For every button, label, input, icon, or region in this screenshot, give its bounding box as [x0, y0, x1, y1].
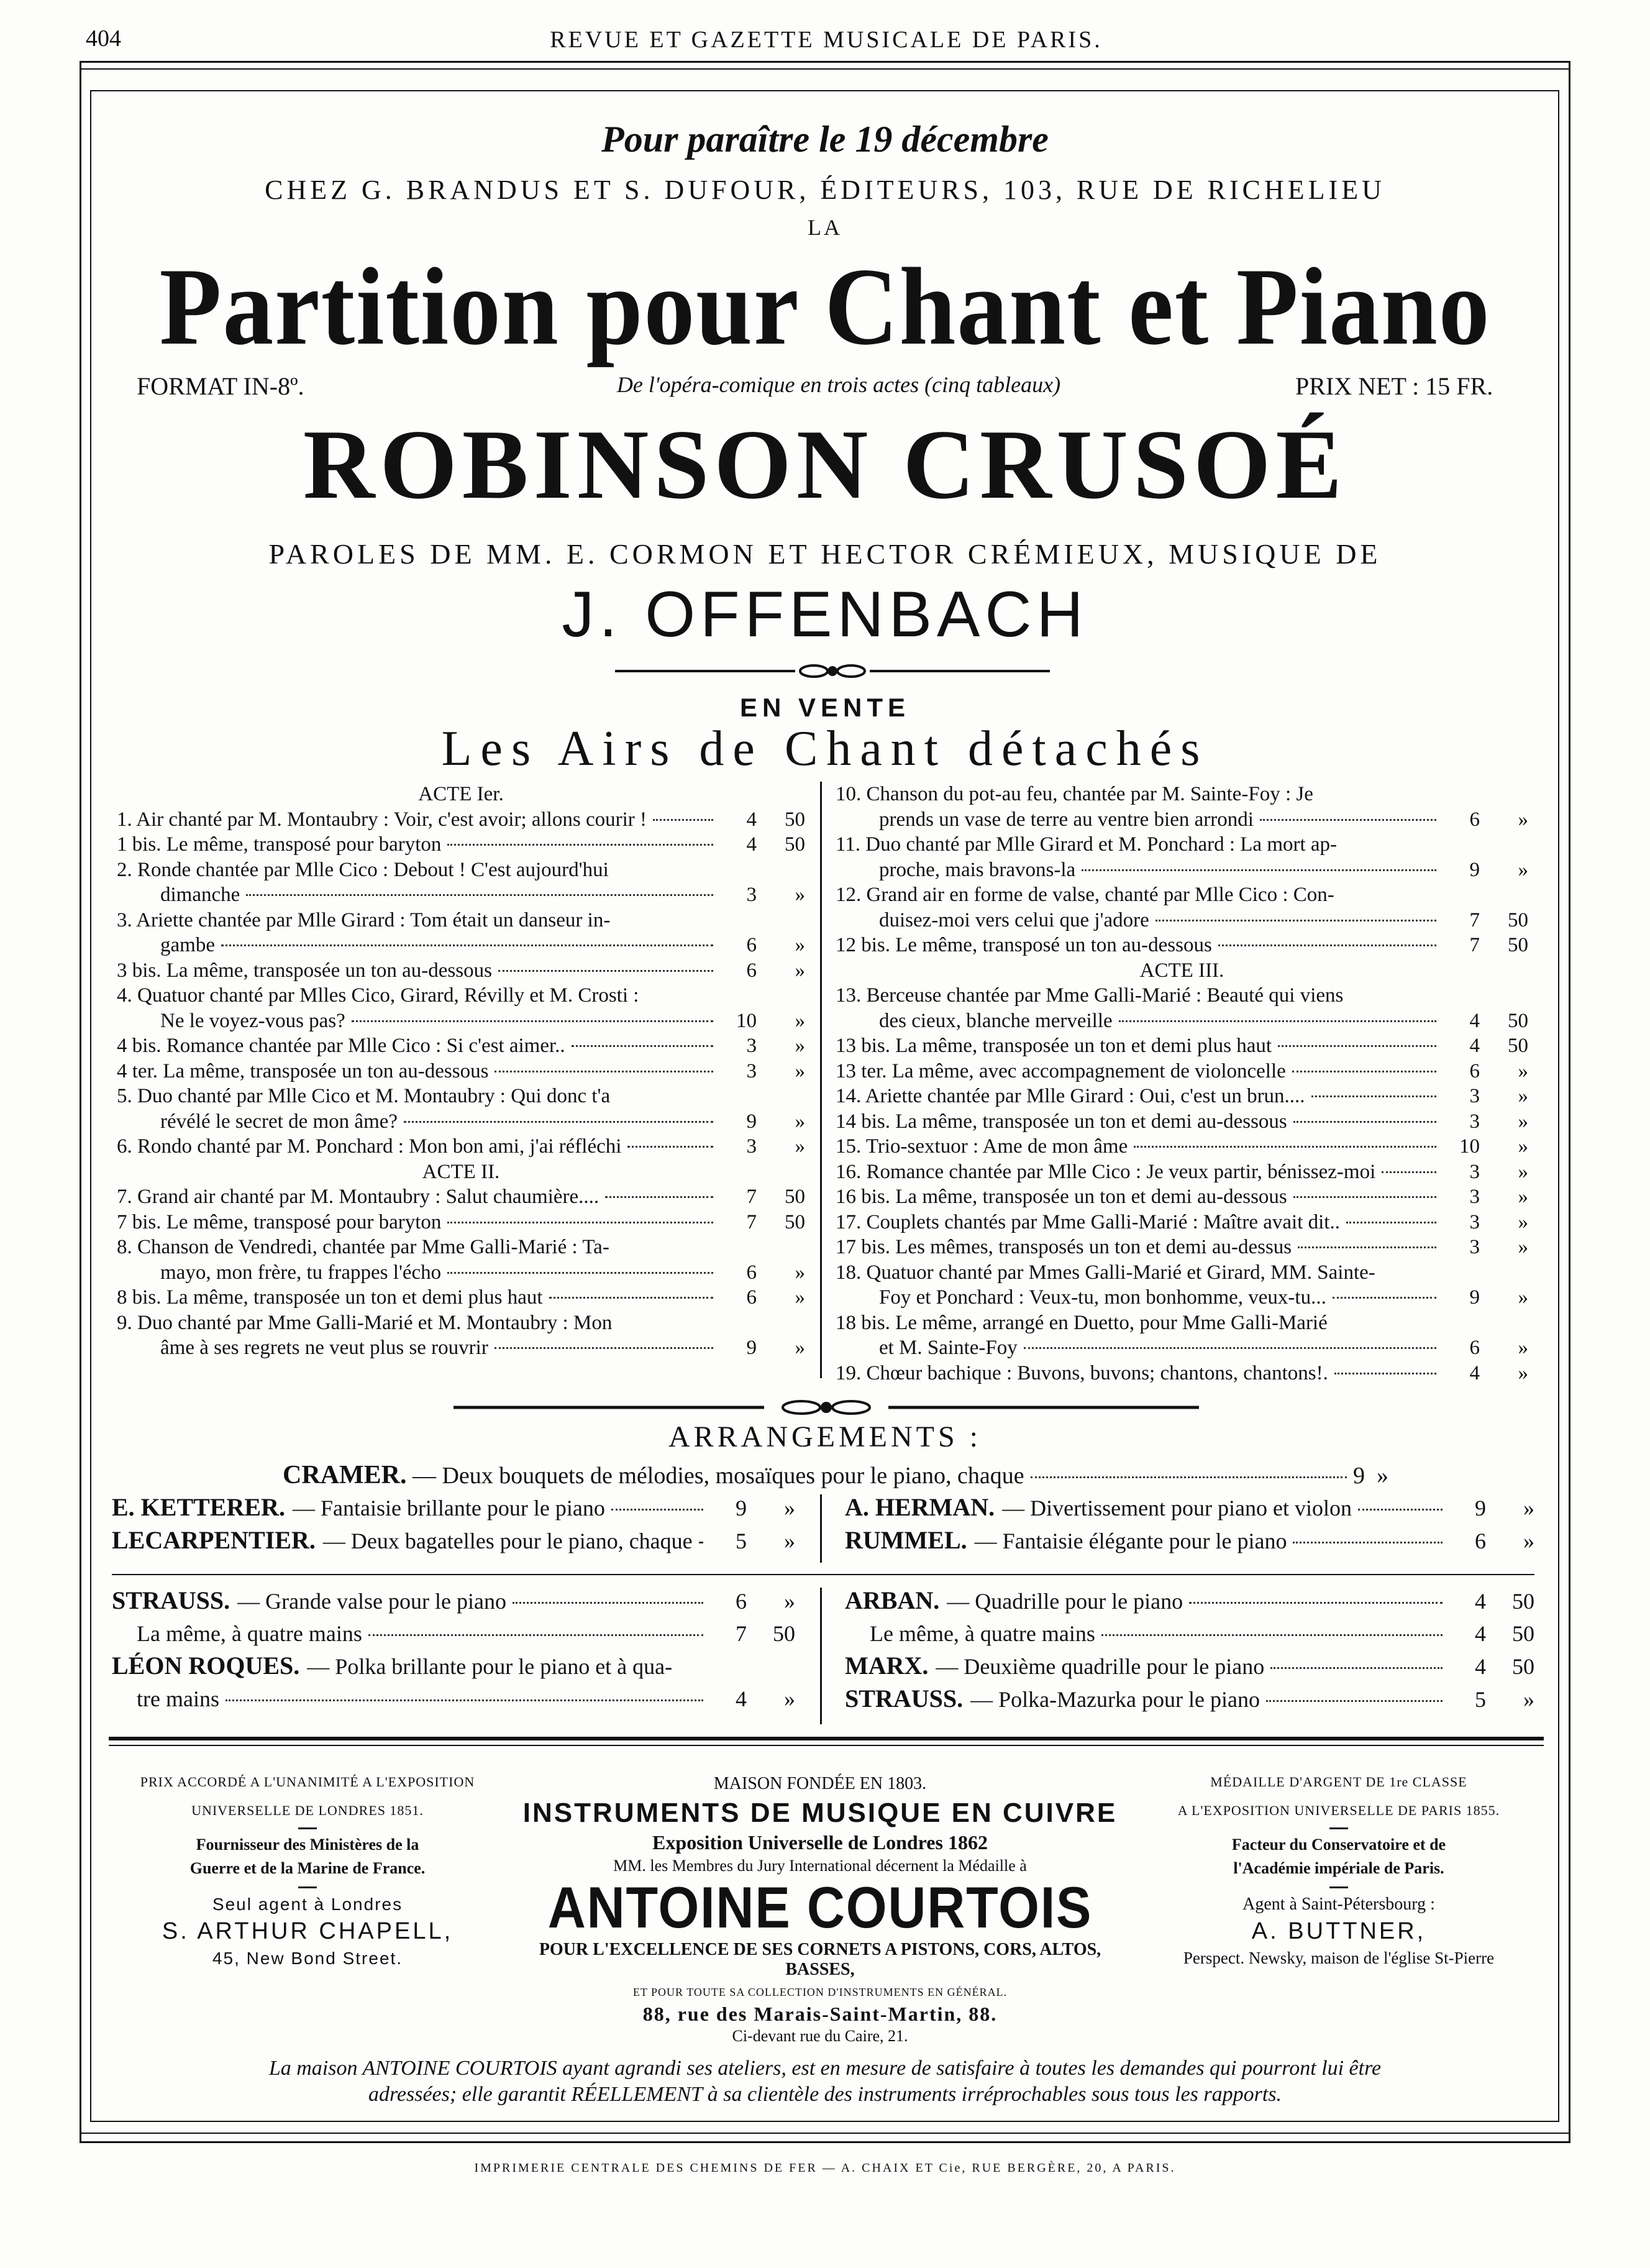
list-item	[836, 1184, 1528, 1210]
center-line-7: ET POUR TOUTE SA COLLECTION D'INSTRUMENTS EN GÉNÉRAL.	[632, 1986, 1008, 1998]
courtois-left	[115, 1774, 500, 1968]
price-cents: 50	[785, 808, 805, 831]
list-item	[836, 1059, 1528, 1084]
section-rule-heavy	[109, 1737, 1544, 1740]
arrangement-row	[112, 1683, 795, 1715]
price-cents: »	[795, 1009, 805, 1032]
right-line-7: Perspect. Newsky, maison de l'église St-Pierre	[1183, 1949, 1495, 1967]
price-cents: »	[1518, 1210, 1528, 1233]
arrangement-text: — Deuxième quadrille pour le piano	[936, 1654, 1265, 1679]
price-francs: 6	[1475, 1529, 1486, 1553]
left-line-1: PRIX ACCORDÉ A L'UNANIMITÉ A L'EXPOSITION	[140, 1774, 475, 1790]
acte-heading: ACTE III.	[1139, 959, 1224, 982]
list-item	[117, 1059, 805, 1084]
price-cents: »	[1518, 1286, 1528, 1309]
price-francs: 7	[736, 1621, 747, 1646]
arrangement-text: La même, à quatre mains	[137, 1621, 362, 1646]
item-text: des cieux, blanche merveille	[879, 1009, 1113, 1032]
price-cents: »	[1518, 1361, 1528, 1384]
center-line-3: Exposition Universelle de Londres 1862	[652, 1831, 988, 1854]
item-text: 7 bis. Le même, transposé pour baryton	[117, 1210, 442, 1233]
price-francs: 3	[746, 1135, 757, 1158]
price-francs: 6	[736, 1589, 747, 1614]
price-cents: »	[1518, 1135, 1528, 1158]
arrangement-text: — Polka brillante pour le piano et à qua-	[307, 1654, 673, 1679]
price-cents: 50	[1512, 1621, 1534, 1646]
item-text: 8. Chanson de Vendredi, chantée par Mme Galli-Marié : Ta-	[117, 1236, 609, 1258]
price-cents: 50	[785, 833, 805, 856]
arrangement-row	[845, 1491, 1534, 1524]
arrangements-title: ARRANGEMENTS :	[668, 1420, 982, 1453]
price-francs: 3	[1469, 1110, 1480, 1133]
arrangement-row	[112, 1491, 795, 1524]
item-text: 6. Rondo chanté par M. Ponchard : Mon bon ami, j'ai réfléchi	[117, 1135, 622, 1158]
price-francs: 4	[1469, 1361, 1480, 1384]
block1-divider	[820, 1494, 822, 1563]
center-line-9: Ci-devant rue du Caire, 21.	[732, 2027, 908, 2045]
arranger-name: LECARPENTIER.	[112, 1526, 316, 1554]
list-item	[117, 1084, 805, 1109]
price-francs: 4	[746, 808, 757, 831]
item-text: 14 bis. La même, transposée un ton et demi au-dessous	[836, 1110, 1287, 1133]
price-cents: 50	[785, 1186, 805, 1208]
page-number: 404	[86, 25, 121, 52]
item-text: 17 bis. Les mêmes, transposés un ton et demi au-dessus	[836, 1236, 1292, 1258]
right-line-1: MÉDAILLE D'ARGENT DE 1re CLASSE	[1210, 1774, 1467, 1790]
list-item	[836, 1335, 1528, 1361]
arrangement-text: — Fantaisie brillante pour le piano	[292, 1496, 605, 1520]
item-text: 13. Berceuse chantée par Mme Galli-Marié : Beauté qui viens	[836, 984, 1344, 1007]
arranger-name: MARX.	[845, 1652, 929, 1680]
arranger-name: RUMMEL.	[845, 1526, 967, 1554]
item-text: dimanche	[160, 884, 240, 906]
price-cents: »	[1518, 1186, 1528, 1208]
list-item	[836, 1260, 1528, 1286]
item-text: 3 bis. La même, transposée un ton au-dessous	[117, 959, 492, 982]
price-cents: »	[1523, 1496, 1534, 1520]
item-text: 12. Grand air en forme de valse, chanté par Mlle Cico : Con-	[836, 884, 1334, 906]
item-text: 2. Ronde chantée par Mlle Cico : Debout ! C'est aujourd'hui	[117, 858, 609, 881]
list-item	[117, 1335, 805, 1361]
main-title: Partition pour Chant et Piano	[159, 245, 1491, 368]
price-cents: 50	[1508, 1035, 1528, 1057]
courtois-right	[1140, 1774, 1538, 1968]
list-item	[117, 1210, 805, 1235]
price-cents: »	[795, 884, 805, 906]
arranger-name: LÉON ROQUES.	[112, 1652, 300, 1680]
price-francs: 9	[746, 1337, 757, 1359]
item-text: Foy et Ponchard : Veux-tu, mon bonhomme, veux-tu...	[879, 1286, 1326, 1309]
list-item	[836, 933, 1528, 958]
price-francs: 4	[1475, 1654, 1486, 1679]
price-francs: 4	[1475, 1621, 1486, 1646]
price-cents: »	[1518, 1160, 1528, 1183]
item-text: 4 ter. La même, transposée un ton au-dessous	[117, 1059, 489, 1082]
price-cents: »	[795, 1135, 805, 1158]
list-item	[836, 1361, 1528, 1386]
ornament-divider	[615, 659, 1050, 684]
arranger-name: STRAUSS.	[845, 1685, 964, 1712]
left-line-3: Fournisseur des Ministères de la	[196, 1836, 419, 1854]
item-text: 4. Quatuor chanté par Mlles Cico, Girard, Révilly et M. Crosti :	[117, 984, 639, 1007]
arrangements-block-1	[112, 1491, 1534, 1557]
price-francs: 6	[746, 959, 757, 982]
list-item	[836, 807, 1528, 833]
price-francs: 3	[746, 1035, 757, 1057]
item-text: 8 bis. La même, transposée un ton et demi plus haut	[117, 1286, 543, 1309]
item-text: mayo, mon frère, tu frappes l'écho	[160, 1261, 442, 1284]
bottom-rule	[80, 2133, 1570, 2134]
right-line-4: l'Académie impériale de Paris.	[1233, 1859, 1444, 1877]
arranger-name: ARBAN.	[845, 1586, 940, 1614]
price-cents: »	[1518, 1059, 1528, 1082]
list-item	[836, 1285, 1528, 1310]
item-text: 15. Trio-sextuor : Ame de mon âme	[836, 1135, 1128, 1158]
list-item	[836, 1109, 1528, 1135]
price-francs: 3	[1469, 1085, 1480, 1107]
courtois-center	[509, 1774, 1131, 2046]
center-line-8: 88, rue des Marais-Saint-Martin, 88.	[642, 2003, 998, 2025]
right-line-5: Agent à Saint-Pétersbourg :	[1242, 1895, 1435, 1914]
price-francs: 7	[746, 1186, 757, 1208]
price-cents: 50	[785, 1210, 805, 1233]
list-item	[836, 782, 1528, 807]
price-francs: 3	[1469, 1160, 1480, 1183]
list-item	[836, 1235, 1528, 1260]
arrangement-text: — Deux bagatelles pour le piano, chaque	[322, 1529, 693, 1553]
price-cents: »	[1518, 1085, 1528, 1107]
list-item	[117, 1109, 805, 1135]
frame-right	[1569, 61, 1570, 2142]
price-cents: »	[795, 1286, 805, 1309]
list-item	[836, 1159, 1528, 1185]
list-item	[117, 1235, 805, 1260]
price-francs: 10	[736, 1009, 757, 1032]
list-item	[117, 933, 805, 958]
price-cents: »	[795, 1110, 805, 1133]
courtois-name: ANTOINE COURTOIS	[547, 1875, 1093, 1940]
center-line-4: MM. les Membres du Jury International décernent la Médaille à	[613, 1857, 1027, 1875]
price-francs: 6	[746, 934, 757, 956]
list-item	[117, 908, 805, 933]
price-francs: 9	[1469, 1286, 1480, 1309]
center-line-6: POUR L'EXCELLENCE DE SES CORNETS A PISTONS, CORS, ALTOS, BASSES,	[539, 1940, 1101, 1979]
list-item	[117, 983, 805, 1008]
price-cents: »	[784, 1686, 795, 1711]
right-line-2: A L'EXPOSITION UNIVERSELLE DE PARIS 1855.	[1177, 1803, 1500, 1818]
price-cents: 50	[1512, 1654, 1534, 1679]
en-vente-label: EN VENTE	[739, 693, 911, 722]
printer-imprint: IMPRIMERIE CENTRALE DES CHEMINS DE FER — A. CHAIX ET Cie, RUE BERGÈRE, 20, A PARIS.	[474, 2161, 1176, 2175]
top-rule-2	[80, 68, 1570, 70]
price-cents: »	[1518, 1110, 1528, 1133]
item-text: 1 bis. Le même, transposé pour baryton	[117, 833, 442, 856]
inner-frame-bottom	[90, 2121, 1559, 2122]
item-text: 5. Duo chanté par Mlle Cico et M. Montaubry : Qui donc t'a	[117, 1085, 611, 1107]
list-item	[836, 1310, 1528, 1336]
format-label: FORMAT IN-8º.	[137, 372, 304, 400]
arrangement-row	[845, 1617, 1534, 1650]
price-francs: 6	[746, 1261, 757, 1284]
price-cents: »	[784, 1496, 795, 1520]
left-column	[117, 782, 805, 1361]
price-francs: 4	[1469, 1035, 1480, 1057]
arrangement-text: tre mains	[137, 1686, 219, 1711]
journal-title: REVUE ET GAZETTE MUSICALE DE PARIS.	[550, 27, 1103, 53]
arranger-name: CRAMER.	[283, 1461, 407, 1489]
credits-line: PAROLES DE MM. E. CORMON ET HECTOR CRÉMIEUX, MUSIQUE DE	[268, 538, 1382, 570]
opera-subtitle: De l'opéra-comique en trois actes (cinq tableaux)	[616, 372, 1061, 397]
item-text: 9. Duo chanté par Mme Galli-Marié et M. Montaubry : Mon	[117, 1311, 613, 1334]
price-cents: »	[1518, 1337, 1528, 1359]
center-line-2: INSTRUMENTS DE MUSIQUE EN CUIVRE	[522, 1798, 1118, 1828]
list-item	[117, 1008, 805, 1034]
list-item	[836, 832, 1528, 857]
item-text: Ne le voyez-vous pas?	[160, 1009, 345, 1032]
acte-heading: ACTE II.	[422, 1160, 500, 1183]
right-column	[836, 782, 1528, 1386]
courtois-notice-1: La maison ANTOINE COURTOIS ayant agrandi ses ateliers, est en mesure de satisfaire à toutes les demandes qui pourront lui être	[268, 2057, 1382, 2080]
arrangement-text: — Fantaisie élégante pour le piano	[974, 1529, 1287, 1553]
list-item	[836, 983, 1528, 1008]
right-items	[836, 782, 1528, 1386]
column-divider	[820, 782, 822, 1378]
acte-1-heading: ACTE Ier.	[418, 783, 504, 805]
price-cents: »	[1523, 1529, 1534, 1553]
list-item	[117, 857, 805, 883]
price-cents: »	[1377, 1463, 1388, 1489]
list-item	[117, 1285, 805, 1310]
item-text: 13 bis. La même, transposée un ton et demi plus haut	[836, 1035, 1272, 1057]
item-text: 13 ter. La même, avec accompagnement de violoncelle	[836, 1059, 1286, 1082]
list-item	[836, 908, 1528, 933]
item-text: gambe	[160, 934, 215, 956]
courtois-notice-2: adressées; elle garantit RÉELLEMENT à sa clientèle des instruments irréprochables sous tous les rapports.	[368, 2083, 1282, 2106]
list-item	[117, 1134, 805, 1159]
composer-name: J. OFFENBACH	[562, 578, 1088, 651]
item-text: 17. Couplets chantés par Mme Galli-Marié : Maître avait dit..	[836, 1210, 1340, 1233]
list-item	[836, 857, 1528, 883]
opera-title: ROBINSON CRUSOÉ	[303, 409, 1347, 519]
price-cents: »	[1518, 858, 1528, 881]
item-text: 12 bis. Le même, transposé un ton au-dessous	[836, 934, 1212, 956]
price-cents: 50	[1508, 908, 1528, 931]
list-item	[117, 832, 805, 857]
arrangement-row	[845, 1524, 1534, 1557]
price-francs: 3	[746, 884, 757, 906]
price-francs: 5	[1475, 1687, 1486, 1712]
item-text: révélé le secret de mon âme?	[160, 1110, 398, 1133]
price-francs: 7	[1469, 934, 1480, 956]
item-text: 16. Romance chantée par Mlle Cico : Je veux partir, bénissez-moi	[836, 1160, 1376, 1183]
arrangement-row	[845, 1683, 1534, 1716]
right-line-3: Facteur du Conservatoire et de	[1231, 1836, 1446, 1854]
arranger-name: STRAUSS.	[112, 1586, 230, 1614]
price-francs: 7	[1469, 908, 1480, 931]
price-cents: »	[795, 934, 805, 956]
arrangement-row	[112, 1584, 795, 1617]
list-item	[836, 882, 1528, 908]
price-francs: 4	[746, 833, 757, 856]
left-line-2: UNIVERSELLE DE LONDRES 1851.	[191, 1803, 424, 1818]
arrangement-text: — Polka-Mazurka pour le piano	[970, 1687, 1260, 1712]
price-cents: »	[1523, 1687, 1534, 1712]
airs-title: Les Airs de Chant détachés	[441, 721, 1209, 776]
list-item	[836, 1008, 1528, 1034]
price-francs: 4	[736, 1686, 747, 1711]
center-line-1: MAISON FONDÉE EN 1803.	[713, 1774, 927, 1793]
price-francs: 10	[1459, 1135, 1480, 1158]
publisher-line: CHEZ G. BRANDUS ET S. DUFOUR, ÉDITEURS, 103, RUE DE RICHELIEU	[265, 175, 1385, 205]
arrangement-text: — Grande valse pour le piano	[237, 1589, 506, 1614]
item-text: 7. Grand air chanté par M. Montaubry : Salut chaumière....	[117, 1186, 599, 1208]
arranger-name: E. KETTERER.	[112, 1493, 285, 1521]
left-line-7: 45, New Bond Street.	[212, 1949, 403, 1968]
arranger-name: A. HERMAN.	[845, 1493, 995, 1521]
price-francs: 9	[1475, 1496, 1486, 1520]
list-item	[117, 1260, 805, 1286]
list-item	[836, 1033, 1528, 1059]
price-cents: »	[1518, 808, 1528, 831]
arrangement-text: — Divertissement pour piano et violon	[1002, 1496, 1352, 1520]
frame-left	[80, 61, 81, 2142]
price-cents: »	[795, 959, 805, 982]
arrangement-text: — Quadrille pour le piano	[947, 1589, 1183, 1614]
release-date: Pour paraître le 19 décembre	[601, 119, 1049, 160]
arrangement-row	[112, 1650, 795, 1683]
price-francs: 9	[736, 1496, 747, 1520]
item-text: 14. Ariette chantée par Mlle Girard : Oui, c'est un brun....	[836, 1085, 1305, 1107]
la-label: LA	[808, 215, 842, 240]
inner-frame-right	[1558, 90, 1559, 2122]
price-francs: 4	[1469, 1009, 1480, 1032]
price-cents: 50	[1508, 1009, 1528, 1032]
price-francs: 3	[1469, 1186, 1480, 1208]
left-line-6: S. ARTHUR CHAPELL,	[162, 1918, 454, 1944]
block2-divider	[820, 1588, 822, 1724]
section-rule-thin	[109, 1745, 1544, 1746]
item-text: 3. Ariette chantée par Mlle Girard : Tom était un danseur in-	[117, 908, 611, 931]
item-text: 19. Chœur bachique : Buvons, buvons; chantons, chantons!.	[836, 1361, 1328, 1384]
price-cents: 50	[773, 1621, 795, 1646]
arrangement-row	[845, 1584, 1534, 1617]
item-text: duisez-moi vers celui que j'adore	[879, 908, 1149, 931]
price-francs: 3	[1469, 1236, 1480, 1258]
price-francs: 3	[746, 1059, 757, 1082]
price-francs: 9	[746, 1110, 757, 1133]
left-line-5: Seul agent à Londres	[212, 1895, 403, 1914]
item-text: 11. Duo chanté par Mlle Girard et M. Ponchard : La mort ap-	[836, 833, 1338, 856]
list-item	[836, 1210, 1528, 1235]
price-francs: 3	[1469, 1210, 1480, 1233]
list-item	[117, 882, 805, 908]
list-item	[117, 958, 805, 984]
item-text: et M. Sainte-Foy	[879, 1337, 1018, 1359]
list-item	[836, 1084, 1528, 1109]
price-cents: »	[795, 1337, 805, 1359]
price-francs: 6	[1469, 1337, 1480, 1359]
price-francs: 6	[1469, 1059, 1480, 1082]
arrangement-text: Le même, à quatre mains	[870, 1621, 1095, 1646]
price-cents: »	[795, 1261, 805, 1284]
price-cents: 50	[1512, 1589, 1534, 1614]
arrangements-divider	[454, 1395, 1199, 1420]
price-francs: 6	[746, 1286, 757, 1309]
item-text: 4 bis. Romance chantée par Mlle Cico : Si c'est aimer..	[117, 1035, 565, 1057]
inner-frame-left	[90, 90, 91, 2122]
price-francs: 9	[1353, 1463, 1365, 1489]
price-cents: »	[784, 1589, 795, 1614]
arrangement-text: — Deux bouquets de mélodies, mosaïques pour le piano, chaque	[412, 1463, 1024, 1489]
item-text: 1. Air chanté par M. Montaubry : Voir, c'est avoir; allons courir !	[117, 808, 647, 831]
price-cents: 50	[1508, 934, 1528, 956]
right-line-6: A. BUTTNER,	[1251, 1918, 1426, 1944]
arrangement-cramer	[283, 1460, 1388, 1490]
item-text: 18 bis. Le même, arrangé en Duetto, pour Mme Galli-Marié	[836, 1311, 1328, 1334]
item-text: 16 bis. La même, transposée un ton et demi au-dessous	[836, 1186, 1287, 1208]
item-text: 18. Quatuor chanté par Mmes Galli-Marié et Girard, MM. Sainte-	[836, 1261, 1375, 1284]
arrangement-row	[112, 1617, 795, 1650]
item-text: 10. Chanson du pot-au feu, chantée par M. Sainte-Foy : Je	[836, 783, 1313, 805]
price-francs: 7	[746, 1210, 757, 1233]
price-francs: 4	[1475, 1589, 1486, 1614]
left-items	[117, 807, 805, 1361]
list-item	[117, 807, 805, 833]
price-francs: 9	[1469, 858, 1480, 881]
block1-rule	[112, 1574, 1534, 1575]
bottom-rule-2	[80, 2141, 1570, 2143]
list-item	[117, 1310, 805, 1336]
item-text: prends un vase de terre au ventre bien arrondi	[879, 808, 1254, 831]
list-item	[117, 1033, 805, 1059]
price-cents: »	[784, 1529, 795, 1553]
item-text: proche, mais bravons-la	[879, 858, 1076, 881]
inner-frame-top	[90, 90, 1559, 91]
price-cents: »	[795, 1059, 805, 1082]
price-label: PRIX NET : 15 FR.	[1295, 372, 1493, 400]
price-francs: 5	[736, 1529, 747, 1553]
price-francs: 6	[1469, 808, 1480, 831]
price-cents: »	[1518, 1236, 1528, 1258]
arrangement-row	[845, 1650, 1534, 1683]
top-rule	[80, 61, 1570, 63]
left-line-4: Guerre et de la Marine de France.	[189, 1859, 426, 1877]
price-cents: »	[795, 1035, 805, 1057]
list-item	[836, 1134, 1528, 1159]
arrangements-block-2	[112, 1584, 1534, 1716]
arrangement-row	[112, 1524, 795, 1557]
item-text: âme à ses regrets ne veut plus se rouvrir	[160, 1337, 488, 1359]
list-item	[117, 1184, 805, 1210]
